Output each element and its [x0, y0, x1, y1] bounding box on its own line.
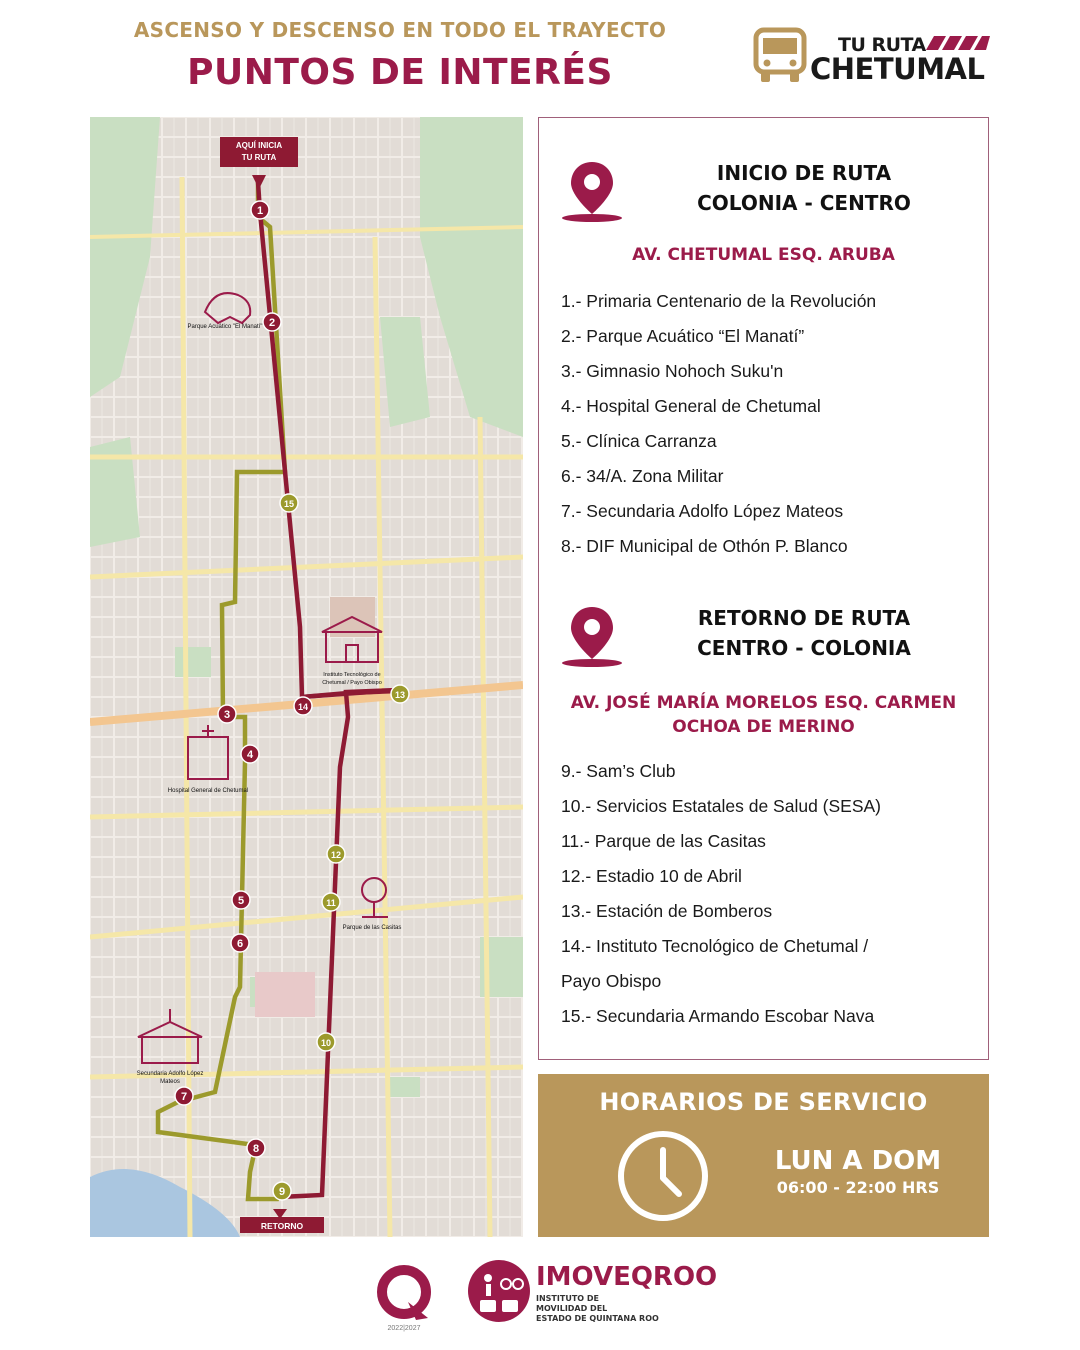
header-subtitle: ASCENSO Y DESCENSO EN TODO EL TRAYECTO: [133, 18, 667, 42]
outbound-title-2: COLONIA - CENTRO: [697, 191, 911, 215]
mobility-icon: [466, 1258, 532, 1324]
agency-sub-1: INSTITUTO DE: [536, 1294, 599, 1303]
location-pin-icon: [561, 158, 623, 224]
poi-item: 14.- Instituto Tecnológico de Chetumal /: [561, 936, 869, 956]
gov-years: 2022|2027: [387, 1325, 421, 1332]
service-hours-box: [538, 1074, 989, 1237]
stop-marker-1[interactable]: [251, 201, 269, 219]
imoveqroo-logo: [466, 1258, 766, 1330]
stop-number: 2: [268, 317, 276, 329]
return-poi-list: [561, 754, 981, 1034]
stop-marker-3[interactable]: [218, 705, 236, 723]
stop-number: 1: [256, 205, 264, 217]
outbound-title-1: INICIO DE RUTA: [716, 161, 892, 185]
agency-subtitle: [536, 1294, 736, 1324]
return-title-1: RETORNO DE RUTA: [697, 606, 911, 630]
outbound-address: AV. CHETUMAL ESQ. ARUBA: [632, 245, 895, 265]
return-address-1: AV. JOSÉ MARÍA MORELOS ESQ. CARMEN: [570, 693, 957, 713]
landmark-secundaria-1: Secundaria Adolfo López: [136, 1071, 204, 1077]
stop-number: 4: [246, 749, 254, 761]
route-map[interactable]: [90, 117, 523, 1237]
agency-sub-2: MOVILIDAD DEL: [536, 1304, 608, 1313]
brand-line-2: CHETUMAL: [810, 52, 985, 86]
stop-marker-5[interactable]: [232, 891, 250, 909]
government-logo: [368, 1262, 440, 1334]
poi-item: 10.- Servicios Estatales de Salud (SESA): [561, 796, 882, 816]
poi-item: 2.- Parque Acuático “El Manatí”: [561, 326, 805, 346]
points-of-interest-panel: [538, 117, 989, 1060]
stop-marker-15[interactable]: [280, 494, 298, 512]
stop-marker-8[interactable]: [247, 1139, 265, 1157]
poi-item: 9.- Sam’s Club: [561, 761, 676, 781]
poi-item: 8.- DIF Municipal de Othón P. Blanco: [561, 536, 848, 556]
stop-number: 8: [252, 1143, 260, 1155]
landmark-hospital: Hospital General de Chetumal: [167, 788, 249, 794]
start-label-1: AQUÍ INICIA: [235, 141, 283, 150]
stop-marker-2[interactable]: [263, 313, 281, 331]
stop-marker-13[interactable]: [391, 685, 409, 703]
clock-icon: [615, 1128, 711, 1224]
stop-number: 5: [237, 895, 245, 907]
stop-marker-11[interactable]: [322, 893, 340, 911]
agency-name: IMOVEQROO: [536, 1262, 718, 1292]
poi-item: 5.- Clínica Carranza: [561, 431, 717, 451]
poi-item: 3.- Gimnasio Nohoch Suku'n: [561, 361, 784, 381]
map-military-area: [255, 972, 315, 1017]
stop-marker-12[interactable]: [327, 845, 345, 863]
bus-icon: [752, 26, 808, 86]
stop-marker-14[interactable]: [294, 697, 312, 715]
poi-item: 4.- Hospital General de Chetumal: [561, 396, 821, 416]
schedule-heading: HORARIOS DE SERVICIO: [599, 1088, 928, 1116]
stop-number: 15: [283, 499, 295, 509]
brand-logo: [752, 26, 1002, 90]
stop-number: 9: [278, 1186, 286, 1198]
brand-line-1: TU RUTA: [838, 34, 926, 56]
end-label: RETORNO: [260, 1221, 304, 1231]
stop-marker-7[interactable]: [175, 1087, 193, 1105]
poi-item: 15.- Secundaria Armando Escobar Nava: [561, 1006, 875, 1026]
stop-number: 7: [180, 1091, 188, 1103]
return-address-2: OCHOA DE MERINO: [672, 717, 855, 737]
poi-item: 6.- 34/A. Zona Militar: [561, 466, 724, 486]
brand-stripes-icon: [926, 36, 990, 50]
poi-item: 12.- Estadio 10 de Abril: [561, 866, 742, 886]
q-logo-icon: [368, 1262, 440, 1334]
landmark-tec-1: Instituto Tecnológico de: [323, 672, 381, 678]
outbound-poi-list: [561, 284, 981, 564]
landmark-manati: Parque Acuático "El Manatí": [187, 324, 263, 330]
landmark-tec-2: Chetumal / Payo Obispo: [322, 680, 382, 686]
agency-sub-3: ESTADO DE QUINTANA ROO: [536, 1314, 659, 1323]
return-title-2: CENTRO - COLONIA: [697, 636, 911, 660]
stop-number: 12: [330, 850, 342, 860]
stop-marker-10[interactable]: [317, 1033, 335, 1051]
stop-number: 13: [394, 690, 406, 700]
poi-item: 13.- Estación de Bomberos: [561, 901, 773, 921]
poi-item: 11.- Parque de las Casitas: [561, 831, 766, 851]
poi-item: Payo Obispo: [561, 971, 662, 991]
start-label-2: TU RUTA: [241, 153, 277, 162]
schedule-hours: 06:00 - 22:00 HRS: [776, 1178, 940, 1197]
stop-number: 10: [320, 1038, 332, 1048]
stop-number: 6: [236, 938, 244, 950]
page-title: PUNTOS DE INTERÉS: [187, 52, 613, 93]
stop-number: 3: [223, 709, 231, 721]
location-pin-icon: [561, 603, 623, 669]
schedule-days: LUN A DOM: [774, 1146, 942, 1176]
stop-number: 11: [326, 898, 336, 908]
stop-number: 14: [297, 702, 309, 712]
landmark-casitas: Parque de las Casitas: [342, 925, 402, 931]
stop-marker-4[interactable]: [241, 745, 259, 763]
stop-marker-9[interactable]: [273, 1182, 291, 1200]
poi-item: 1.- Primaria Centenario de la Revolución: [561, 291, 877, 311]
stop-marker-6[interactable]: [231, 934, 249, 952]
poi-item: 7.- Secundaria Adolfo López Mateos: [561, 501, 844, 521]
landmark-secundaria-2: Mateos: [160, 1079, 180, 1085]
